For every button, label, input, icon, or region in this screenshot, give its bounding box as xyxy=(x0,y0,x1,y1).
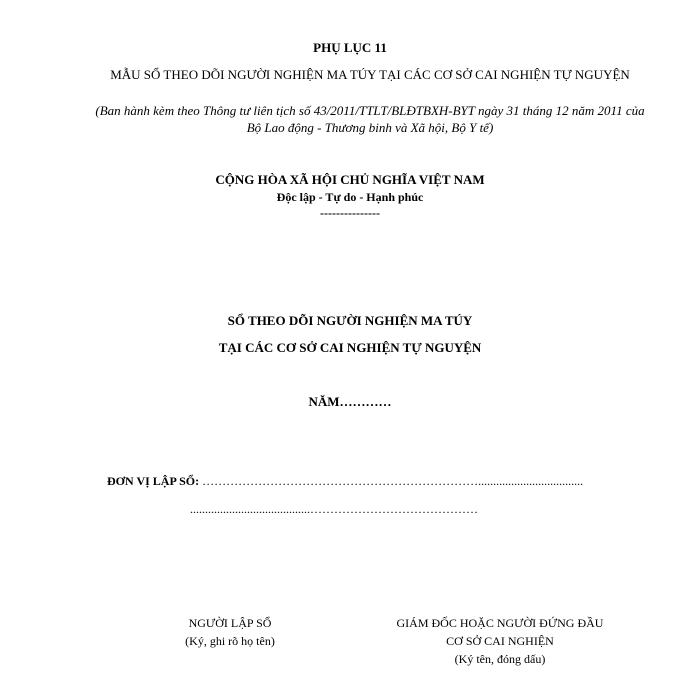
appendix-title: PHỤ LỤC 11 xyxy=(313,40,387,55)
director-title-line-2: CƠ SỞ CAI NGHIỆN xyxy=(446,634,554,648)
year-field: NĂM………… xyxy=(308,394,392,409)
unit-label: ĐƠN VỊ LẬP SỔ: xyxy=(107,474,200,488)
director-title-line-1: GIÁM ĐỐC HOẶC NGƯỜI ĐỨNG ĐẦU xyxy=(396,616,604,630)
national-motto: Độc lập - Tự do - Hạnh phúc xyxy=(276,190,424,204)
director-note: (Ký tên, đóng dấu) xyxy=(454,652,546,666)
book-title-line-1: SỔ THEO DÕI NGƯỜI NGHIỆN MA TÚY xyxy=(227,313,473,328)
preparer-title: NGƯỜI LẬP SỔ xyxy=(188,616,272,630)
unit-dots-2: ........................................…………………………………… xyxy=(190,502,478,516)
unit-field xyxy=(107,474,637,489)
signature-director xyxy=(370,614,630,668)
unit-dots-1: ……………………………………………………………................................... xyxy=(202,474,584,488)
motto-divider: --------------- xyxy=(320,206,380,220)
national-title: CỘNG HÒA XÃ HỘI CHỦ NGHĨA VIỆT NAM xyxy=(215,172,485,187)
form-title: MẪU SỔ THEO DÕI NGƯỜI NGHIỆN MA TÚY TẠI CÁC CƠ SỞ CAI NGHIỆN TỰ NGUYỆN xyxy=(110,67,630,82)
signature-preparer xyxy=(130,614,330,650)
preparer-note: (Ký, ghi rõ họ tên) xyxy=(185,634,275,648)
issued-note: (Ban hành kèm theo Thông tư liên tịch số 43/2011/TTLT/BLĐTBXH-BYT ngày 31 tháng 12 năm 2011 của Bộ Lao động - Thương binh và Xã hội, Bộ Y tế) xyxy=(95,103,645,135)
book-title-line-2: TẠI CÁC CƠ SỞ CAI NGHIỆN TỰ NGUYỆN xyxy=(218,340,482,355)
